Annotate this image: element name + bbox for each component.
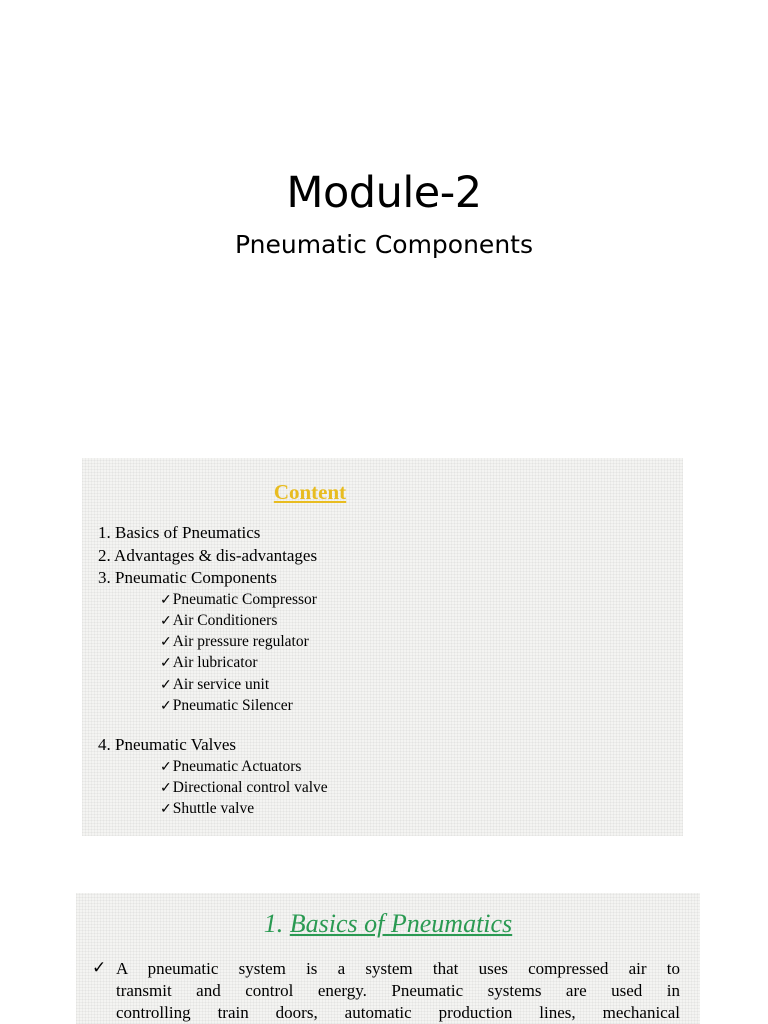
paragraph-line: controlling train doors, automatic production lines, mechanical	[116, 1003, 680, 1022]
checkmark-icon: ✓	[160, 635, 172, 651]
checkmark-icon: ✓	[160, 613, 172, 629]
toc-subitem-label: Pneumatic Actuators	[172, 757, 302, 775]
table-of-contents	[98, 522, 328, 821]
toc-item-label: 4. Pneumatic Valves	[98, 735, 237, 755]
toc-subitem-label: Pneumatic Compressor	[172, 590, 317, 608]
toc-subitem	[160, 799, 328, 820]
checkmark-icon: ✓	[160, 759, 172, 775]
checkmark-icon: ✓	[160, 592, 172, 608]
checkmark-icon: ✓	[160, 656, 172, 672]
basics-heading-number: 1.	[263, 909, 284, 938]
toc-subitem	[160, 611, 328, 632]
toc-subitem-label: Air pressure regulator	[172, 633, 309, 651]
content-heading: Content	[273, 480, 347, 504]
paragraph-line: A pneumatic system is a system that uses compressed air to	[116, 959, 680, 978]
basics-heading-text: Basics of Pneumatics	[289, 909, 513, 938]
checkmark-icon: ✓	[92, 958, 107, 978]
toc-sublist	[98, 590, 328, 718]
toc-item-label: 3. Pneumatic Components	[98, 568, 277, 587]
toc-item	[98, 522, 328, 545]
checkmark-icon: ✓	[160, 802, 172, 818]
toc-subitem-label: Air service unit	[172, 675, 270, 693]
toc-item-label: 2. Advantages & dis-advantages	[98, 545, 318, 565]
toc-sublist	[98, 757, 328, 821]
toc-subitem-label: Directional control valve	[172, 779, 328, 797]
toc-subitem	[160, 590, 328, 611]
paragraph-line: transmit and control energy. Pneumatic systems are used in	[116, 981, 680, 1000]
toc-subitem	[160, 675, 328, 696]
toc-subitem-label: Air Conditioners	[172, 611, 278, 629]
toc-item	[98, 545, 328, 568]
toc-subitem	[160, 653, 328, 674]
toc-item-label: 1. Basics of Pneumatics	[98, 523, 261, 542]
basics-paragraph	[116, 958, 680, 1024]
toc-subitem	[160, 696, 328, 717]
checkmark-icon: ✓	[160, 698, 172, 714]
page-subtitle: Pneumatic Components	[235, 230, 533, 259]
checkmark-icon: ✓	[160, 781, 172, 797]
toc-subitem-label: Shuttle valve	[172, 800, 255, 818]
toc-item	[98, 734, 328, 820]
basics-heading	[0, 909, 768, 939]
toc-subitem	[160, 632, 328, 653]
toc-subitem	[160, 778, 328, 799]
toc-item	[98, 567, 328, 717]
checkmark-icon: ✓	[160, 677, 172, 693]
toc-subitem-label: Pneumatic Silencer	[172, 696, 293, 714]
toc-subitem-label: Air lubricator	[172, 654, 258, 672]
page-title: Module-2	[286, 168, 482, 218]
toc-subitem	[160, 757, 328, 778]
